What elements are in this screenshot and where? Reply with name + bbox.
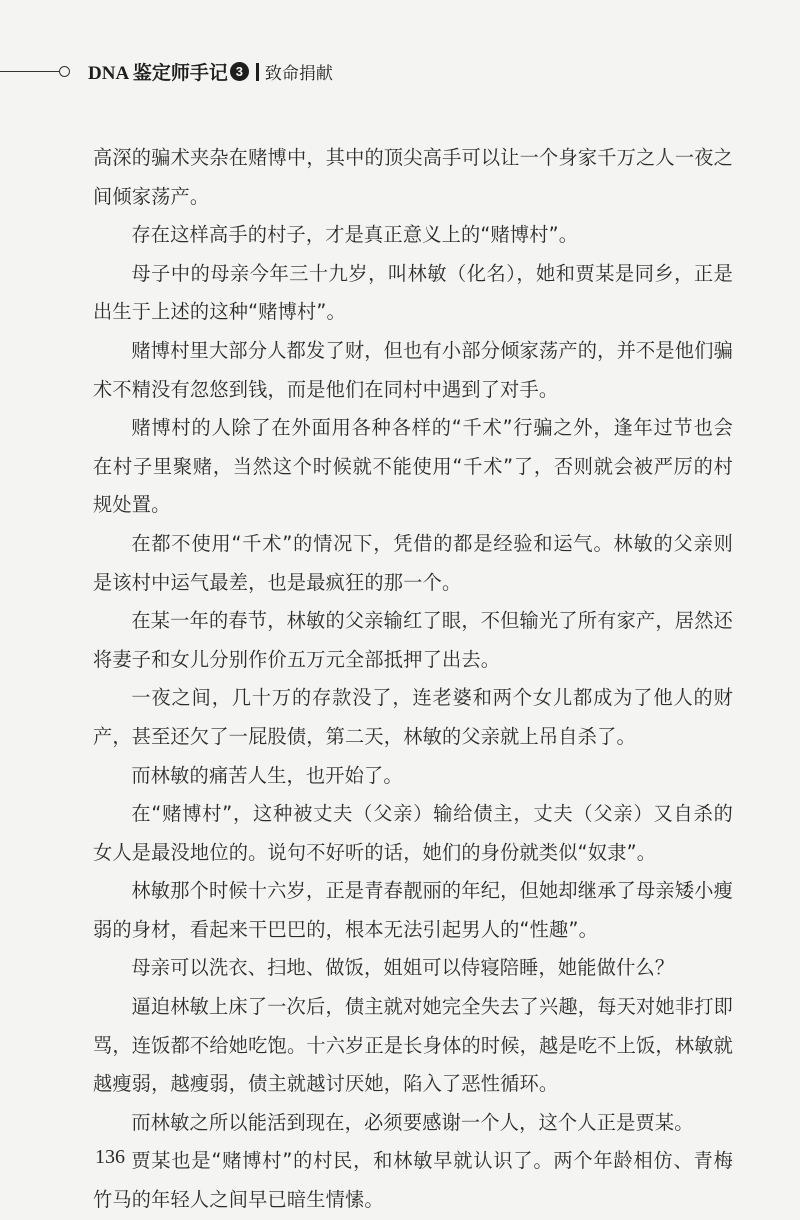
volume-badge: 3 bbox=[230, 62, 249, 81]
paragraph: 而林敏之所以能活到现在，必须要感谢一个人，这个人正是贾某。 bbox=[131, 1110, 694, 1134]
book-subtitle: 致命捐献 bbox=[264, 64, 333, 84]
paragraph: 母子中的母亲今年三十九岁，叫林敏（化名），她和贾某是同乡，正是出生于上述的这种“赌博村”。 bbox=[93, 261, 733, 324]
paragraph: 在都不使用“千术”的情况下，凭借的都是经验和运气。林敏的父亲则是该村中运气最差，也是最疯狂的那一个。 bbox=[93, 531, 733, 594]
paragraph: 在某一年的春节，林敏的父亲输红了眼，不但输光了所有家产，居然还将妻子和女儿分别作价五万元全部抵押了出去。 bbox=[93, 609, 733, 671]
header-circle-ornament bbox=[59, 66, 70, 77]
paragraph: 母亲可以洗衣、扫地、做饭，姐姐可以侍寝陪睡，她能做什么？ bbox=[131, 956, 675, 980]
paragraph: 林敏那个时候十六岁，正是青春靓丽的年纪，但她却继承了母亲矮小瘦弱的身材，看起来干巴巴的，根本无法引起男人的“性趣”。 bbox=[93, 879, 733, 941]
page-number: 136 bbox=[95, 1146, 125, 1168]
paragraph: 在“赌博村”，这种被丈夫（父亲）输给债主，丈夫（父亲）又自杀的女人是最没地位的。说句不好听的话，她们的身份就类似“奴隶”。 bbox=[93, 802, 733, 864]
header-rule bbox=[0, 71, 60, 72]
book-title: DNA 鉴定师手记 bbox=[88, 63, 228, 84]
header-title bbox=[88, 58, 333, 85]
header-separator bbox=[256, 63, 259, 81]
paragraph: 赌博村的人除了在外面用各种各样的“千术”行骗之外，逢年过节也会在村子里聚赌，当然这个时候就不能使用“千术”了，否则就会被严厉的村规处置。 bbox=[93, 416, 733, 517]
paragraph: 赌博村里大部分人都发了财，但也有小部分倾家荡产的，并不是他们骗术不精没有忽悠到钱，而是他们在同村中遇到了对手。 bbox=[93, 338, 733, 401]
paragraph: 而林敏的痛苦人生，也开始了。 bbox=[131, 763, 403, 787]
paragraph: 存在这样高手的村子，才是真正意义上的“赌博村”。 bbox=[131, 223, 579, 247]
paragraph: 高深的骗术夹杂在赌博中，其中的顶尖高手可以让一个身家千万之人一夜之间倾家荡产。 bbox=[93, 146, 733, 208]
paragraph: 逼迫林敏上床了一次后，债主就对她完全失去了兴趣，每天对她非打即骂，连饭都不给她吃饱。十六岁正是长身体的时候，越是吃不上饭，林敏就越瘦弱，越瘦弱，债主就越讨厌她，陷入了恶性循环。 bbox=[93, 995, 733, 1096]
body-text bbox=[93, 139, 733, 1220]
running-header bbox=[0, 56, 800, 90]
paragraph: 一夜之间，几十万的存款没了，连老婆和两个女儿都成为了他人的财产，甚至还欠了一屁股债，第二天，林敏的父亲就上吊自杀了。 bbox=[93, 686, 733, 748]
paragraph: 贾某也是“赌博村”的村民，和林敏早就认识了。两个年龄相仿、青梅竹马的年轻人之间早已暗生情愫。 bbox=[93, 1149, 733, 1212]
